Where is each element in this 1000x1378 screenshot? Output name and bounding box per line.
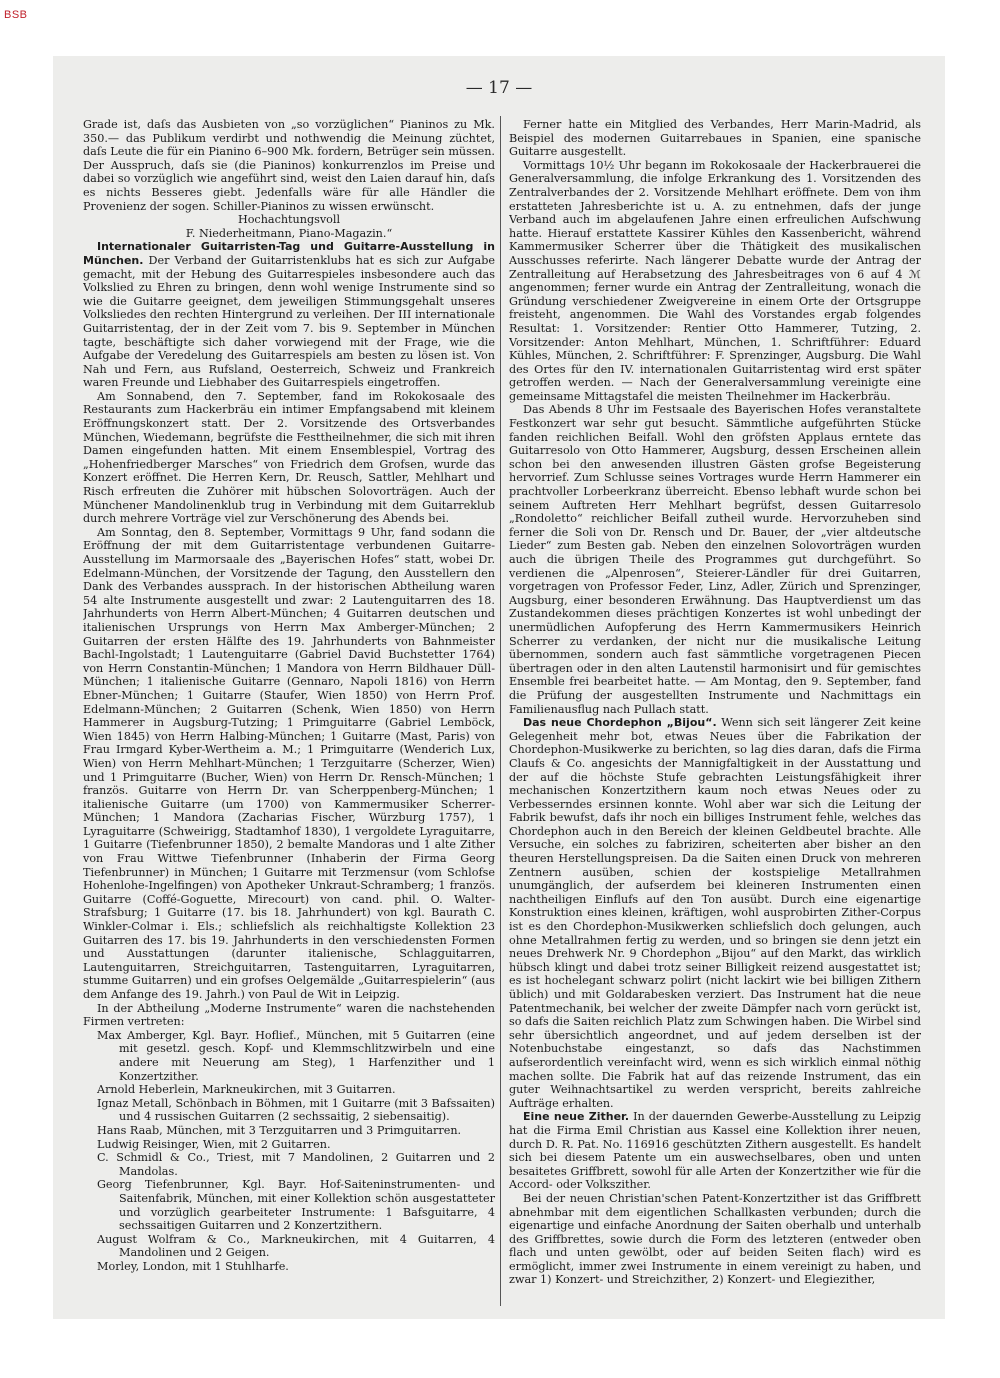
exhibitor-entry: Ludwig Reisinger, Wien, mit 2 Guitarren. [97,1137,331,1151]
article-heading: Eine neue Zither. [523,1110,630,1124]
exhibitor-entry: Ignaz Metall, Schönbach in Böhmen, mit 1 Guitarre (mit 3 Bafssaiten) und 4 russischen Guitarren (2 sechssaitig, 2 siebensaitig). [97,1096,495,1124]
scanned-page [53,56,945,1319]
paragraph: Am Sonnabend, den 7. September, fand im Rokokosaale des Restaurants zum Hackerbräu ein intimer Empfangsabend mit kleinem Eröffnungskonzert statt. Der 2. Vorsitzende des Ortsverbandes München, Wiedemann, begrüfste die Festtheilnehmer, die sich mit ihren Damen eingefunden hatten. Mit einem Ensemblespiel, Vortrag des „Hohenfriedberger Marsches“ von Friedrich dem Grofsen, wurde das Konzert eröffnet. Die Herren Kern, Dr. Reusch, Sattler, Mehlhart und Risch erfreuten die Zuhörer mit hübschen Solovorträgen. Auch der Münchener Mandolinenklub trug in Verbindung mit dem Guitarreklub durch mehrere Vorträge viel zur Verschönerung des Abends bei. [83,389,495,526]
exhibitor-entry: Hans Raab, München, mit 3 Terzguitarren und 3 Primguitarren. [97,1123,462,1137]
paragraph [509,1110,921,1192]
paragraph-text: Der Verband der Guitarristenklubs hat es sich zur Aufgabe gemacht, mit der Hebung des Guitarrespieles insbesondere auch das Volkslied zu Ehren zu bringen, denn wohl wenige Instrumente sind so wie die Guitarre geeignet, dem jeweiligen Stimmungsgehalt unseres Volksliedes den rechten Hintergrund zu verleihen. Der III internationale Guitarristentag, der in der Zeit vom 7. bis 9. September in München tagte, beschäftigte sich daher vorwiegend mit der Frage, wie die Aufgabe der Veredelung des Guitarrespiels am besten zu lösen ist. Von Nah und Fern, aus Rufsland, Oesterreich, Schweiz und Frankreich waren Freunde und Liebhaber des Guitarrespiels eingetroffen. [83,253,495,390]
exhibitor-entry: Georg Tiefenbrunner, Kgl. Bayr. Hof-Saiteninstrumenten- und Saitenfabrik, München, mit einer Kollektion schön ausgestatteter und vorzüglich gearbeiteter Instrumente: 1 Bafsguitarre, 4 sechssaitigen Guitarren und 2 Konzertzithern. [97,1178,495,1233]
article-heading: Internationaler Guitarristen-Tag und Guitarre-Ausstellung in München. [83,240,495,267]
paragraph: Vormittags 10½ Uhr begann im Rokokosaale der Hackerbrauerei die Generalversammlung, die infolge Erkrankung des 1. Vorsitzenden des Zentralverbandes der 2. Vorsitzende Mehlhart eröffnete. Dem von ihm erstatteten Jahresberichte ist u. A. zu entnehmen, dafs der junge Verband auch im abgelaufenen Jahre einen erfreulichen Aufschwung hatte. Hierauf erstattete Kassirer Kühles den Kassenbericht, während Kammermusiker Scherrer über die Thätigkeit des musikalischen Ausschusses referirte. Nach längerer Debatte wurde der Antrag der Zentralleitung auf Herabsetzung des Jahresbeitrages von 6 auf 4 ℳ angenommen; ferner wurde ein Antrag der Zentralleitung, wonach die Gründung verschiedener Zweigvereine in einem Orte der Ortsgruppe freisteht, angenommen. Die Wahl des Vorstandes ergab folgendes Resultat: 1. Vorsitzender: Rentier Otto Hammerer, Tutzing, 2. Vorsitzender: Anton Mehlhart, München, 1. Schriftführer: Eduard Kühles, München, 2. Schriftführer: F. Sprenzinger, Augsburg. Die Wahl des Ortes für den IV. internationalen Guitarristentag wird erst später getroffen werden. — Nach der Generalversammlung vereinigte eine gemeinsame Mittagstafel die meisten Theilnehmer im Hackerbräu. [509,158,921,403]
paragraph: Bei der neuen Christian'schen Patent-Konzertzither ist das Griffbrett abnehmbar mit dem eigentlichen Schallkasten verbunden; durch die eigenartige und einfache Anordnung der Saiten oberhalb und unterhalb des Griffbrettes, sowie durch die Form des letzteren (entweder oben flach und unten gewölbt, oder auf beiden Seiten flach) wird es ermöglicht, immer zwei Instrumente in einem vereinigt zu haben, und zwar 1) Konzert- und Streichzither, 2) Konzert- und Elegiezither, [509,1191,921,1287]
paragraph: Das Abends 8 Uhr im Festsaale des Bayerischen Hofes veranstaltete Festkonzert war sehr gut besucht. Sämmtliche aufgeführten Stücke fanden reichlichen Beifall. Wohl den gröfsten Applaus erntete das Guitarresolo von Otto Hammerer, Augsburg, dessen Erscheinen allein schon bei den anwesenden illustren Gästen grofse Begeisterung hervorrief. Zum Schlusse seines Vortrages wurde Herrn Hammerer ein prachtvoller Lorbeerkranz überreicht. Ebenso lebhaft wurde schon bei seinem Auftreten Herr Mehlhart begrüfst, dessen Guitarresolo „Rondoletto“ reichlicher Beifall zutheil wurde. Hervorzuheben sind ferner die Soli von Dr. Rensch und Dr. Bauer, der „vier altdeutsche Lieder“ zum Besten gab. Neben den einzelnen Solovorträgen wurden auch die übrigen Theile des Programmes gut durchgeführt. So verdienen die „Alpenrosen“, Steierer-Ländler für drei Guitarren, vorgetragen von Professor Feder, Linz, Adler, Zürich und Sprenzinger, Augsburg, einer besonderen Erwähnung. Das Hauptverdienst um das Zustandekommen dieses prächtigen Konzertes ist wohl unbedingt der unermüdlichen Aufopferung des Herrn Kammermusikers Heinrich Scherrer zu verdanken, der nicht nur die musikalische Leitung übernommen, sondern auch fast sämmtliche vorgetragenen Piecen übertragen oder in den alten Lautenstil harmonisirt und für gemischtes Ensemble frei bearbeitet hatte. — Am Montag, den 9. September, fand die Prüfung der ausgestellten Instrumente und Nachmittags ein Familienausflug nach Pullach statt. [509,403,921,716]
paragraph: In der Abtheilung „Moderne Instrumente“ waren die nachstehenden Firmen vertreten: [83,1001,495,1029]
article-heading: Das neue Chordephon „Bijou“. [523,716,717,730]
paragraph: Ferner hatte ein Mitglied des Verbandes, Herr Marin-Madrid, als Beispiel des modernen Guitarrebaues in Spanien, eine spanische Guitarre ausgestellt. [509,118,921,159]
exhibitor-entry: August Wolfram & Co., Markneukirchen, mit 4 Guitarren, 4 Mandolinen und 2 Geigen. [97,1232,495,1260]
paragraph-text: Wenn sich seit längerer Zeit keine Gelegenheit mehr bot, etwas Neues über die Fabrikation der Chordephon-Musikwerke zu berichten, so lag dies daran, dafs die Firma Claufs & Co. angesichts der Mannigfaltigkeit in der Ausstattung und der auf die höchste Stufe gebrachten Leistungsfähigkeit ihrer mechanischen Konzertzithern kaum noch etwas Neues oder zu Verbesserndes ersinnen konnte. Wohl aber war sich die Leitung der Fabrik bewufst, dafs ihr noch ein billiges Instrument fehle, welches das Chordephon auch in den Bereich der kleinen Geldbeutel brachte. Alle Versuche, ein solches zu fabriziren, scheiterten aber bisher an den theuren Herstellungspreisen. Da die Saiten einen Druck von mehreren Zentnern ausüben, schien der kostspielige Metallrahmen unumgänglich, der aufserdem bei kleineren Instrumenten einen nachtheiligen Einflufs auf den Ton ausübt. Durch eine eigenartige Konstruktion eines kleinen, kräftigen, wohl ausprobirten Zither-Corpus ist es den Chordephon-Musikwerken schliefslich doch gelungen, auch ohne Metallrahmen fertig zu werden, und so bringen sie denn jetzt ein neues Drehwerk Nr. 9 Chordephon „Bijou“ auf den Markt, das wirklich hübsch klingt und dabei trotz seiner Billigkeit reizend ausgestattet ist; es ist hochelegant schwarz polirt (nicht lackirt wie bei billigen Zithern üblich) und mit Goldarabesken verziert. Das Instrument hat die neue Patentmechanik, bei welcher der zweite Dämpfer nach vorn gerückt ist, so dafs die Saiten reichlich Platz zum Schwingen haben. Die Wirbel sind sehr übersichtlich angeordnet, und auf jedem derselben ist der Notenbuchstabe eingestanzt, so dafs das Nachstimmen aufserordentlich vereinfacht wird, wenn es sich wirklich einmal nöthig machen sollte. Die Fabrik hat auf das reizende Instrument, das ein guter Weihnachtsartikel zu werden verspricht, bereits zahlreiche Aufträge erhalten. [509,716,921,1110]
right-column [509,118,921,1298]
column-rule [500,116,501,1306]
left-column [83,118,495,1298]
paragraph [83,240,495,390]
exhibitor-entry: C. Schmidl & Co., Triest, mit 7 Mandolinen, 2 Guitarren und 2 Mandolas. [97,1151,495,1178]
exhibitor-entry: Max Amberger, Kgl. Bayr. Hoflief., München, mit 5 Guitarren (eine mit gesetzl. gesch. Kopf- und Klemmschlitzwirbeln und eine andere mit Neuerung am Steg), 1 Harfenzither und 1 Konzertzither. [97,1028,495,1083]
paragraph: Am Sonntag, den 8. September, Vormittags 9 Uhr, fand sodann die Eröffnung der mit dem Guitarristentage verbundenen Guitarre-Ausstellung im Marmorsaale des „Bayerischen Hofes“ statt, wobei Dr. Edelmann-München, der Vorsitzende der Tagung, den Ausstellern den Dank des Verbandes aussprach. In der historischen Abtheilung waren 54 alte Instrumente ausgestellt und zwar: 2 Lautenguitarren des 18. Jahrhunderts von Herrn Albert-München; 4 Guitarren deutschen und italienischen Ursprungs von Herrn Max Amberger-München; 2 Guitarren der ersten Hälfte des 19. Jahrhunderts von Bahnmeister Bachl-Ingolstadt; 1 Lautenguitarre (Gabriel David Buchstetter 1764) von Herrn Constantin-München; 1 Mandora von Herrn Bildhauer Düll-München; 1 italienische Guitarre (Gennaro, Napoli 1816) von Herrn Ebner-München; 1 Guitarre (Staufer, Wien 1850) von Herrn Prof. Edelmann-München; 2 Guitarren (Schenk, Wien 1850) von Herrn Hammerer in Augsburg-Tutzing; 1 Primguitarre (Gabriel Lemböck, Wien 1845) von Herrn Halbing-München; 1 Guitarre (Mast, Paris) von Frau Irmgard Kyber-Wertheim a. M.; 1 Primguitarre (Wenderich Lux, Wien) von Herrn Mehlhart-München; 1 Terzguitarre (Scherzer, Wien) und 1 Primguitarre (Bucher, Wien) von Herrn Dr. Rensch-München; 1 französ. Guitarre von Herrn Dr. van Scherppenberg-München; 1 italienische Guitarre (um 1700) von Kammermusiker Scherrer-München; 1 Mandora (Zacharias Fischer, Würzburg 1757), 1 Lyraguitarre (Schweirigg, Stadtamhof 1830), 1 vergoldete Lyraguitarre, 1 Guitarre (Tiefenbrunner 1850), 2 bemalte Mandoras und 1 alte Zither von Frau Wittwe Tiefenbrunner (Inhaberin der Firma Georg Tiefenbrunner) in München; 1 Guitarre mit Terzmensur (vom Schlofse Hohenlohe-Ingelfingen) von Apotheker Unkraut-Schramberg; 1 französ. Guitarre (Coffé-Goguette, Mirecourt) von cand. phil. O. Walter-Strafsburg; 1 Guitarre (17. bis 18. Jahrhundert) von kgl. Baurath C. Winkler-Colmar i. Els.; schliefslich als reichhaltigste Kollektion 23 Guitarren des 17. bis 19. Jahrhunderts in den verschiedensten Formen und Ausstattungen (darunter italienische, Schlagguitarren, Lautenguitarren, Streichguitarren, Tastenguitarren, Lyraguitarren, stumme Guitarren) und ein grofses Oelgemälde „Guitarrespielerin“ (aus dem Anfange des 19. Jahrh.) von Paul de Wit in Leipzig. [83,525,495,1001]
exhibitor-entry: Arnold Heberlein, Markneukirchen, mit 3 Guitarren. [97,1083,396,1097]
closing-greeting: Hochachtungsvoll [237,213,341,227]
paragraph [509,716,921,1110]
paragraph-text: In der dauernden Gewerbe-Ausstellung zu Leipzig hat die Firma Emil Christian aus Kassel eine Kollektion ihrer neuen, durch D. R. Pat. No. 116916 geschützten Zithern ausgestellt. Es handelt sich bei diesem Patente um ein auswechselbares, oben und unten besaitetes Griffbrett, sowohl für alle Arten der Konzertzither wie für die Accord- oder Volkszither. [509,1110,921,1192]
bsb-watermark: BSB [4,9,28,21]
page-number: — 17 — [465,78,533,98]
signature: F. Niederheitmann, Piano-Magazin.“ [185,226,393,240]
paragraph: Grade ist, daſs das Ausbieten von „so vorzüglichen“ Pianinos zu Mk. 350.— das Publikum verdirbt und nothwendig die Meinung züchtet, daſs Leute die für ein Pianino 6–900 Mk. fordern, Betrüger sein müssen. Der Ausspruch, daſs sie (die Pianinos) konkurrenzlos im Preise und dabei so vorzüglich wie angeführt sind, weist den Laien darauf hin, daſs es nichts Besseres giebt. Jedenfalls wäre für alle Händler die Provenienz der sogen. Schiller-Pianinos zu wissen erwünscht. [83,118,495,213]
exhibitor-entry: Morley, London, mit 1 Stuhlharfe. [97,1259,289,1273]
